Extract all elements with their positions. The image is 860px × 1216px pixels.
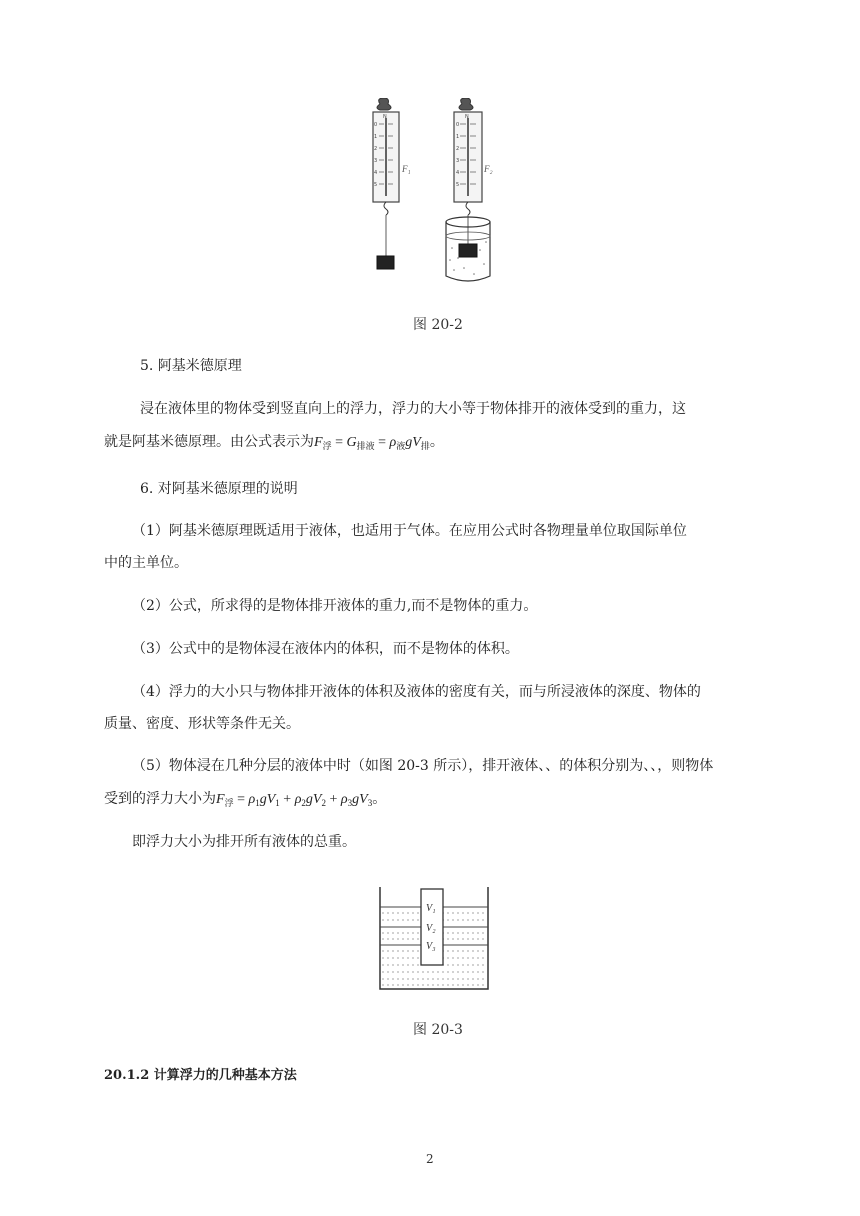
- submerged-block: [459, 244, 477, 257]
- paragraph-line: （5）物体浸在几种分层的液体中时（如图 20-3 所示），排开液体、、的体积分别为、、，则物体: [132, 758, 714, 774]
- spring-scale-right: [446, 98, 493, 281]
- tick-number: 5: [374, 182, 378, 188]
- text-segment: 就是阿基米德原理。由公式表示为: [104, 434, 314, 450]
- text-segment: 受到的浮力大小为: [104, 791, 216, 807]
- volume-label: V₂: [426, 923, 436, 934]
- paragraph-line: （2）公式，所求得的是物体排开液体的重力,而不是物体的重力。: [132, 598, 538, 614]
- paragraph-line: （4）浮力的大小只与物体排开液体的体积及液体的密度有关，而与所浸液体的深度、物体的: [132, 684, 701, 700]
- text-segment: 。: [429, 434, 444, 450]
- formula-archimedes: $F_浮 = G_{排液} = \rho_液gV_排$: [314, 435, 430, 451]
- paragraph-line-with-formula: [104, 432, 444, 456]
- figure-20-2-caption: 图 20-2: [413, 317, 463, 333]
- tick-number: 1: [374, 134, 378, 140]
- paragraph-line: 中的主单位。: [104, 555, 188, 571]
- tick-number: 5: [456, 182, 460, 188]
- page-number: 2: [426, 1152, 434, 1166]
- paragraph-line: 浸在液体里的物体受到竖直向上的浮力，浮力的大小等于物体排开的液体受到的重力，这: [140, 401, 686, 417]
- section-6-heading: 6. 对阿基米德原理的说明: [140, 481, 298, 497]
- paragraph-line: 质量、密度、形状等条件无关。: [104, 716, 300, 732]
- tick-number: 3: [456, 158, 460, 164]
- tick-number: 2: [456, 146, 460, 152]
- volume-label: V₁: [426, 903, 436, 914]
- spring-scale-left: [373, 98, 411, 269]
- section-5-heading: 5. 阿基米德原理: [140, 358, 242, 374]
- tick-number: 4: [374, 170, 378, 176]
- tick-number: 4: [456, 170, 460, 176]
- tick-number: 0: [374, 122, 378, 128]
- scale-unit: N: [465, 114, 469, 120]
- figure-20-3-layered-liquids: [376, 883, 492, 993]
- scale-right-label: F₂: [484, 164, 493, 174]
- tick-number: 3: [374, 158, 378, 164]
- scale-unit: N: [383, 114, 387, 120]
- subsection-heading: 20.1.2 计算浮力的几种基本方法: [104, 1068, 297, 1083]
- figure-20-2-spring-scales: [360, 98, 510, 288]
- formula-layered-buoyancy: $F_浮 = \rho_1gV_1 + \rho_2gV_2 + \rho_3gV_3$: [216, 792, 373, 808]
- paragraph-line-with-formula: [104, 789, 386, 813]
- scale-left-label: F₁: [402, 164, 411, 174]
- paragraph-line: （3）公式中的是物体浸在液体内的体积，而不是物体的体积。: [132, 641, 519, 657]
- paragraph-line: （1）阿基米德原理既适用于液体，也适用于气体。在应用公式时各物理量单位取国际单位: [132, 523, 687, 539]
- tick-number: 0: [456, 122, 460, 128]
- volume-label: V₃: [426, 941, 436, 952]
- figure-20-3-caption: 图 20-3: [413, 1022, 463, 1038]
- paragraph-line: 即浮力大小为排开所有液体的总重。: [132, 834, 356, 850]
- text-segment: 。: [372, 791, 387, 807]
- hanging-block: [377, 256, 394, 269]
- tick-number: 1: [456, 134, 460, 140]
- tick-number: 2: [374, 146, 378, 152]
